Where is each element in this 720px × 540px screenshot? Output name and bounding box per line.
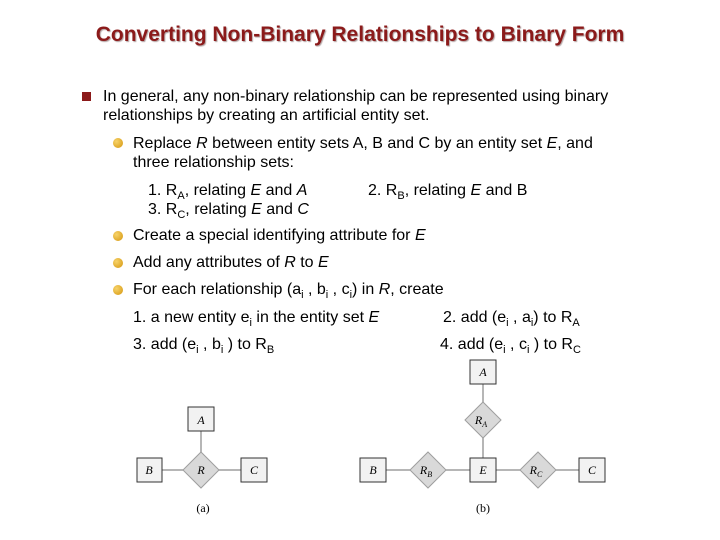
relationship-set-3: 3. $R_C$, relating E and C: [148, 201, 309, 222]
page-title: Converting Non-Binary Relationships to Binary Form: [95, 23, 625, 46]
entity-b-C: [579, 458, 605, 482]
main-bullet-line1: In general, any non-binary relationship can be represented using binary: [103, 88, 609, 105]
svg-text:C: C: [587, 463, 597, 477]
create-step-2: 2. add ($e_i$ , $a_i$) to $R_A$: [443, 309, 580, 330]
create-step-1: 1. a new entity $e_i$ in the entity set E: [133, 309, 380, 330]
sub-bullet-3: Add any attributes of R to E: [133, 254, 329, 271]
svg-text:RA: $R_A$: [474, 413, 488, 429]
svg-text:A: A: [479, 365, 487, 379]
relationship-set-2: 2. $R_B$, relating E and B: [368, 182, 528, 203]
svg-text:A: A: [197, 413, 205, 427]
relationship-set-1: 1. $R_A$, relating E and A: [148, 182, 308, 203]
sub-bullet-1-line2: three relationship sets:: [133, 154, 294, 171]
relationship-b-RB: [410, 452, 446, 488]
svg-text:C: C: [249, 463, 259, 477]
sub-bullet-2: Create a special identifying attribute for E: [133, 227, 426, 244]
relationship-b-RC: [520, 452, 556, 488]
svg-text:RB: $R_B$: [419, 463, 433, 479]
entity-b-E: [470, 458, 496, 482]
svg-text:R: R: [197, 463, 205, 477]
svg-text:B: B: [369, 463, 377, 477]
entity-b-A: [470, 360, 496, 384]
main-bullet-line2: relationships by creating an artificial entity set.: [103, 107, 430, 124]
sub-bullet-4: For each relationship ($a_i$ , $b_i$ , $c_i$) in R, create: [133, 281, 444, 302]
diagram-a-caption: (a): [196, 501, 210, 515]
svg-text:E: E: [479, 463, 487, 477]
diagram-b-caption: (b): [476, 501, 490, 515]
svg-text:RC: $R_C$: [529, 463, 543, 479]
relationship-b-RA: [465, 402, 501, 438]
svg-text:B: B: [145, 463, 153, 477]
sub-bullet-1-line1: Replace R between entity sets A, B and C by an entity set E, and: [133, 135, 593, 152]
create-step-3: 3. add ($e_i$ , $b_i$ ) to $R_B$: [133, 336, 275, 357]
create-step-4: 4. add ($e_i$ , $c_i$ ) to $R_C$: [440, 336, 581, 357]
entity-b-B: [360, 458, 386, 482]
